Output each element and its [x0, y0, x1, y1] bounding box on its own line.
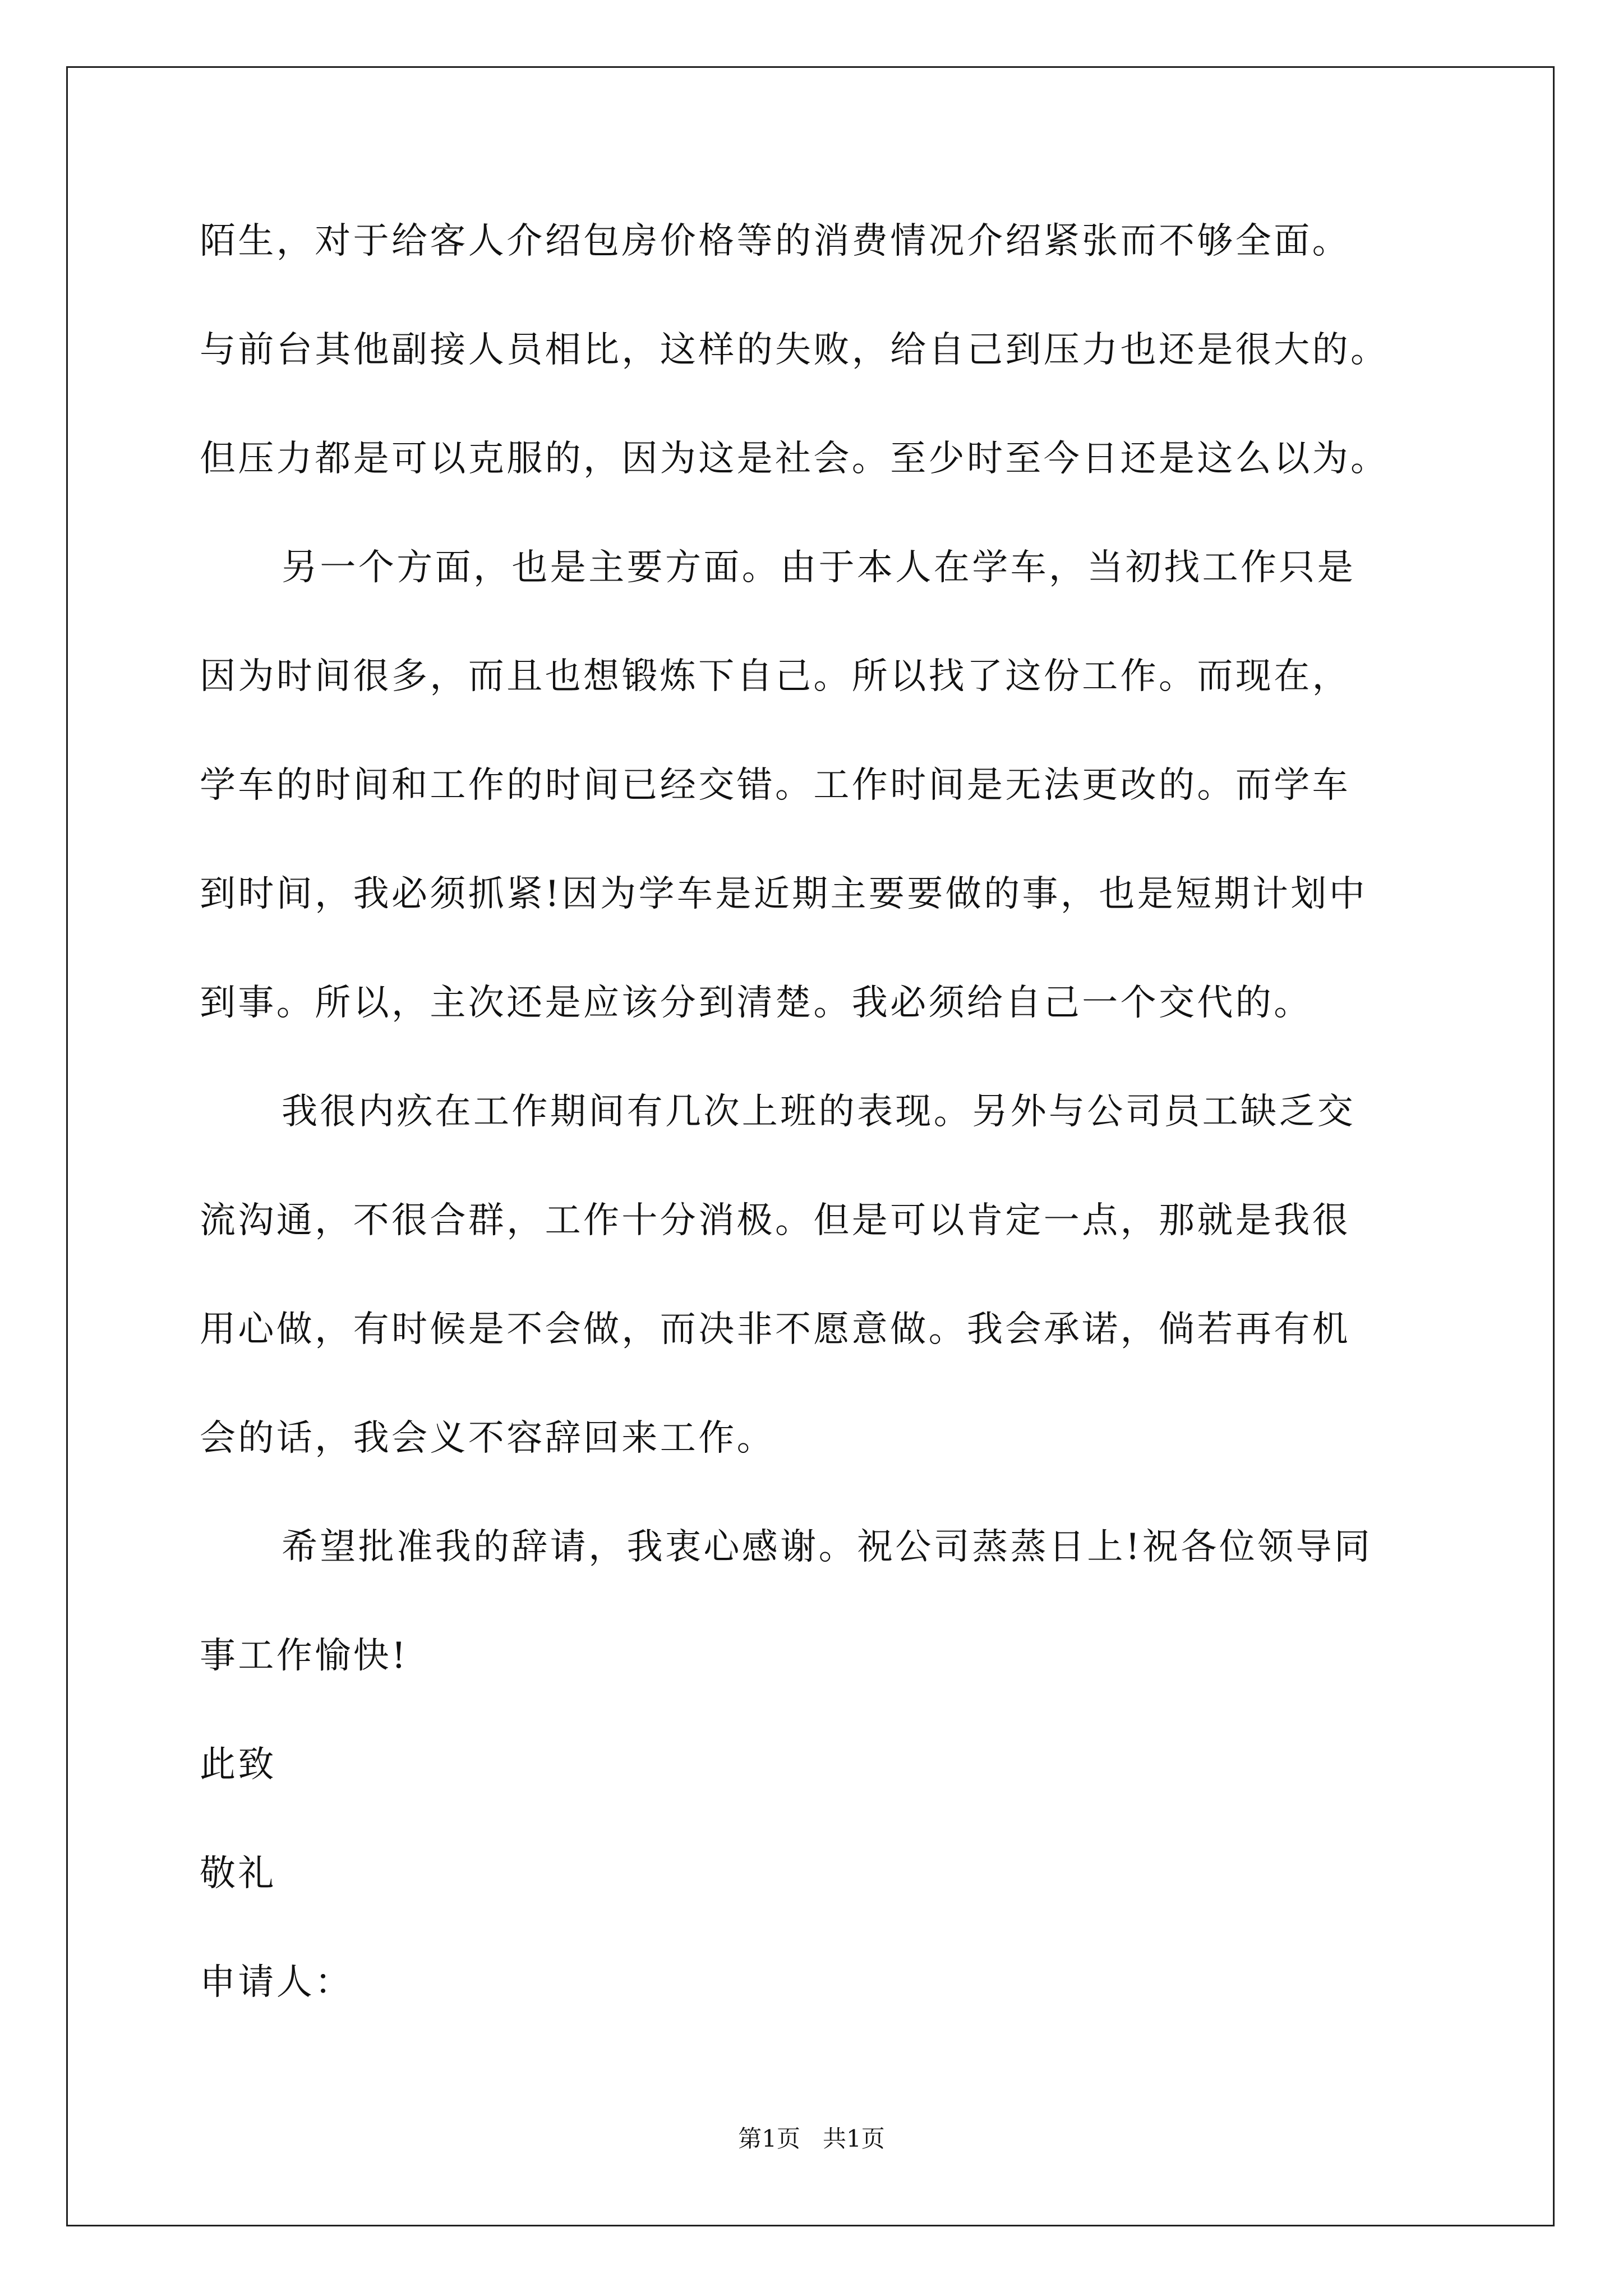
paragraph-first-line: 另一个方面，也是主要方面。由于本人在学车，当初找工作只是 [282, 547, 1356, 588]
closing-regards: 敬礼 [200, 1853, 276, 1894]
paragraph-line: 到事。所以，主次还是应该分到清楚。我必须给自己一个交代的。 [200, 982, 1312, 1024]
page-border [66, 66, 1555, 2226]
paragraph-line: 到时间，我必须抓紧!因为学车是近期主要要做的事，也是短期计划中 [200, 873, 1368, 915]
paragraph-line: 用心做，有时候是不会做，而决非不愿意做。我会承诺，倘若再有机 [200, 1309, 1350, 1350]
paragraph-first-line: 我很内疚在工作期间有几次上班的表现。另外与公司员工缺乏交 [282, 1091, 1356, 1133]
closing-salutation: 此致 [200, 1744, 276, 1786]
paragraph-line: 与前台其他副接人员相比，这样的失败，给自己到压力也还是很大的。 [200, 329, 1389, 371]
paragraph-line: 事工作愉快! [200, 1635, 409, 1677]
paragraph-line: 学车的时间和工作的时间已经交错。工作时间是无法更改的。而学车 [200, 765, 1350, 806]
paragraph-line: 但压力都是可以克服的，因为这是社会。至少时至今日还是这么以为。 [200, 438, 1389, 480]
paragraph-line: 流沟通，不很合群，工作十分消极。但是可以肯定一点，那就是我很 [200, 1200, 1350, 1241]
paragraph-line: 因为时间很多，而且也想锻炼下自己。所以找了这份工作。而现在， [200, 656, 1350, 697]
paragraph-line: 陌生，对于给客人介绍包房价格等的消费情况介绍紧张而不够全面。 [200, 220, 1350, 262]
applicant-signature-label: 申请人： [200, 1962, 353, 2003]
paragraph-line: 会的话，我会义不容辞回来工作。 [200, 1418, 775, 1459]
paragraph-first-line: 希望批准我的辞请，我衷心感谢。祝公司蒸蒸日上!祝各位领导同 [282, 1526, 1373, 1568]
page-number-footer: 第1页 共1页 [738, 2125, 885, 2152]
